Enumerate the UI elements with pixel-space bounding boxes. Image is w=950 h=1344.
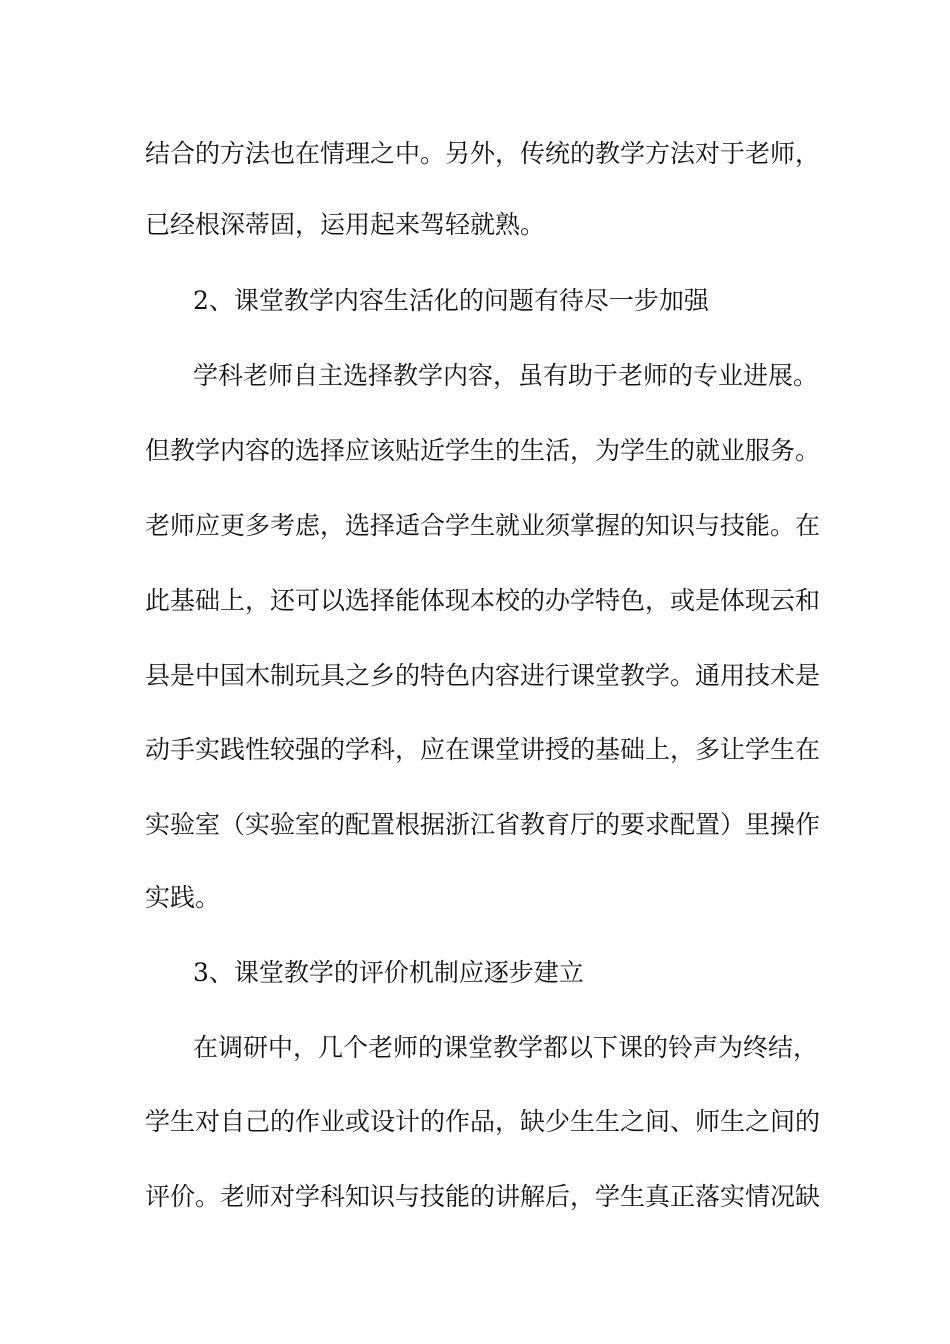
paragraph-3-line-2: 学生对自己的作业或设计的作品，缺少生生之间、师生之间的	[145, 1107, 821, 1136]
paragraph-1-line-2: 已经根深蒂固，运用起来驾轻就熟。	[145, 210, 546, 239]
paragraph-1-line-1: 结合的方法也在情理之中。另外，传统的教学方法对于老师，	[145, 139, 821, 168]
paragraph-2-line-7: 实验室（实验室的配置根据浙江省教育厅的要求配置）里操作	[145, 810, 821, 839]
section-heading-3: 3、课堂教学的评价机制应逐步建立	[193, 958, 584, 987]
paragraph-2-line-4: 此基础上，还可以选择能体现本校的办学特色，或是体现云和	[145, 586, 821, 615]
paragraph-2-line-5: 县是中国木制玩具之乡的特色内容进行课堂教学。通用技术是	[145, 661, 821, 690]
paragraph-2-line-3: 老师应更多考虑，选择适合学生就业须掌握的知识与技能。在	[145, 511, 821, 540]
paragraph-2-line-2: 但教学内容的选择应该贴近学生的生活，为学生的就业服务。	[145, 436, 821, 465]
paragraph-3-line-3: 评价。老师对学科知识与技能的讲解后，学生真正落实情况缺	[145, 1182, 821, 1211]
paragraph-3-line-1: 在调研中，几个老师的课堂教学都以下课的铃声为终结，	[193, 1033, 819, 1062]
section-heading-2: 2、课堂教学内容生活化的问题有待尽一步加强	[193, 286, 709, 315]
paragraph-2-line-1: 学科老师自主选择教学内容，虽有助于老师的专业进展。	[193, 361, 819, 390]
paragraph-2-line-8: 实践。	[145, 883, 221, 912]
paragraph-2-line-6: 动手实践性较强的学科，应在课堂讲授的基础上，多让学生在	[145, 735, 821, 764]
